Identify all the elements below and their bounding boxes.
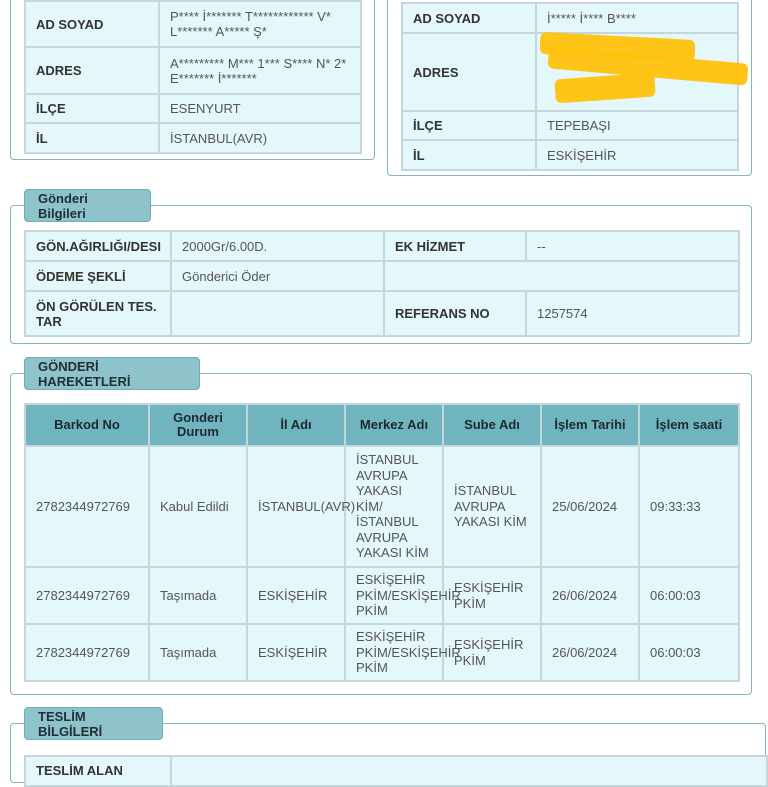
time-cell: 09:33:33 [639, 446, 739, 567]
receiver-name-label: AD SOYAD [402, 3, 536, 33]
barcode-cell: 2782344972769 [25, 624, 149, 681]
movements-tab[interactable]: GÖNDERİ HAREKETLERİ [24, 357, 200, 390]
time-cell: 06:00:03 [639, 567, 739, 624]
status-cell: Taşımada [149, 624, 247, 681]
receiver-address-label: ADRES [402, 33, 536, 111]
delivery-table [24, 755, 768, 787]
shipment-info-tab[interactable]: Gönderi Bilgileri [24, 189, 151, 222]
branch-cell: İSTANBUL AVRUPA YAKASI KİM [443, 446, 541, 567]
empty-cell [384, 261, 739, 291]
payment-label: ÖDEME ŞEKLİ [25, 261, 171, 291]
weight-label: GÖN.AĞIRLIĞI/DESI [25, 231, 171, 261]
branch-cell: ESKİŞEHİR PKİM [443, 624, 541, 681]
col-barcode[interactable]: Barkod No [25, 404, 149, 446]
sender-address-label: ADRES [25, 47, 159, 94]
barcode-cell: 2782344972769 [25, 567, 149, 624]
status-cell: Kabul Edildi [149, 446, 247, 567]
receiver-name-value: İ***** İ**** B**** [536, 3, 738, 33]
col-status[interactable]: Gonderi Durum [149, 404, 247, 446]
extra-service-label: EK HİZMET [384, 231, 526, 261]
status-cell: Taşımada [149, 567, 247, 624]
sender-name-label: AD SOYAD [25, 1, 159, 47]
receiver-city-value: ESKİŞEHİR [536, 140, 738, 170]
sender-name-value: P**** İ******* T************ V* L******* A***** Ş* [159, 1, 361, 47]
delivery-receiver-label: TESLİM ALAN [25, 756, 171, 786]
sender-city-value: İSTANBUL(AVR) [159, 123, 361, 153]
table-row [25, 446, 739, 567]
eta-label: ÖN GÖRÜLEN TES. TAR [25, 291, 171, 336]
receiver-district-label: İLÇE [402, 111, 536, 140]
sender-district-label: İLÇE [25, 94, 159, 123]
table-row [25, 624, 739, 681]
city-cell: ESKİŞEHİR [247, 624, 345, 681]
sender-address-value: A********* M*** 1*** S**** N* 2* E******* İ******* [159, 47, 361, 94]
shipment-info-table [24, 230, 740, 337]
weight-value: 2000Gr/6.00D. [171, 231, 384, 261]
sender-table [24, 0, 362, 154]
extra-service-value: -- [526, 231, 739, 261]
eta-value [171, 291, 384, 336]
receiver-city-label: İL [402, 140, 536, 170]
barcode-cell: 2782344972769 [25, 446, 149, 567]
city-cell: İSTANBUL(AVR) [247, 446, 345, 567]
center-cell: ESKİŞEHİR PKİM/ESKİŞEHİR PKİM [345, 624, 443, 681]
col-city[interactable]: İl Adı [247, 404, 345, 446]
city-cell: ESKİŞEHİR [247, 567, 345, 624]
col-center[interactable]: Merkez Adı [345, 404, 443, 446]
branch-cell: ESKİŞEHİR PKİM [443, 567, 541, 624]
sender-city-label: İL [25, 123, 159, 153]
date-cell: 26/06/2024 [541, 567, 639, 624]
receiver-district-value: TEPEBAŞI [536, 111, 738, 140]
reference-value: 1257574 [526, 291, 739, 336]
date-cell: 26/06/2024 [541, 624, 639, 681]
sender-district-value: ESENYURT [159, 94, 361, 123]
table-row [25, 567, 739, 624]
reference-label: REFERANS NO [384, 291, 526, 336]
time-cell: 06:00:03 [639, 624, 739, 681]
delivery-tab[interactable]: TESLİM BİLGİLERİ [24, 707, 163, 740]
center-cell: İSTANBUL AVRUPA YAKASI KİM/ İSTANBUL AVRUPA YAKASI KİM [345, 446, 443, 567]
movements-table [24, 403, 740, 682]
payment-value: Gönderici Öder [171, 261, 384, 291]
col-branch[interactable]: Sube Adı [443, 404, 541, 446]
col-date[interactable]: İşlem Tarihi [541, 404, 639, 446]
date-cell: 25/06/2024 [541, 446, 639, 567]
col-time[interactable]: İşlem saati [639, 404, 739, 446]
center-cell: ESKİŞEHİR PKİM/ESKİŞEHİR PKİM [345, 567, 443, 624]
delivery-receiver-value [171, 756, 767, 786]
